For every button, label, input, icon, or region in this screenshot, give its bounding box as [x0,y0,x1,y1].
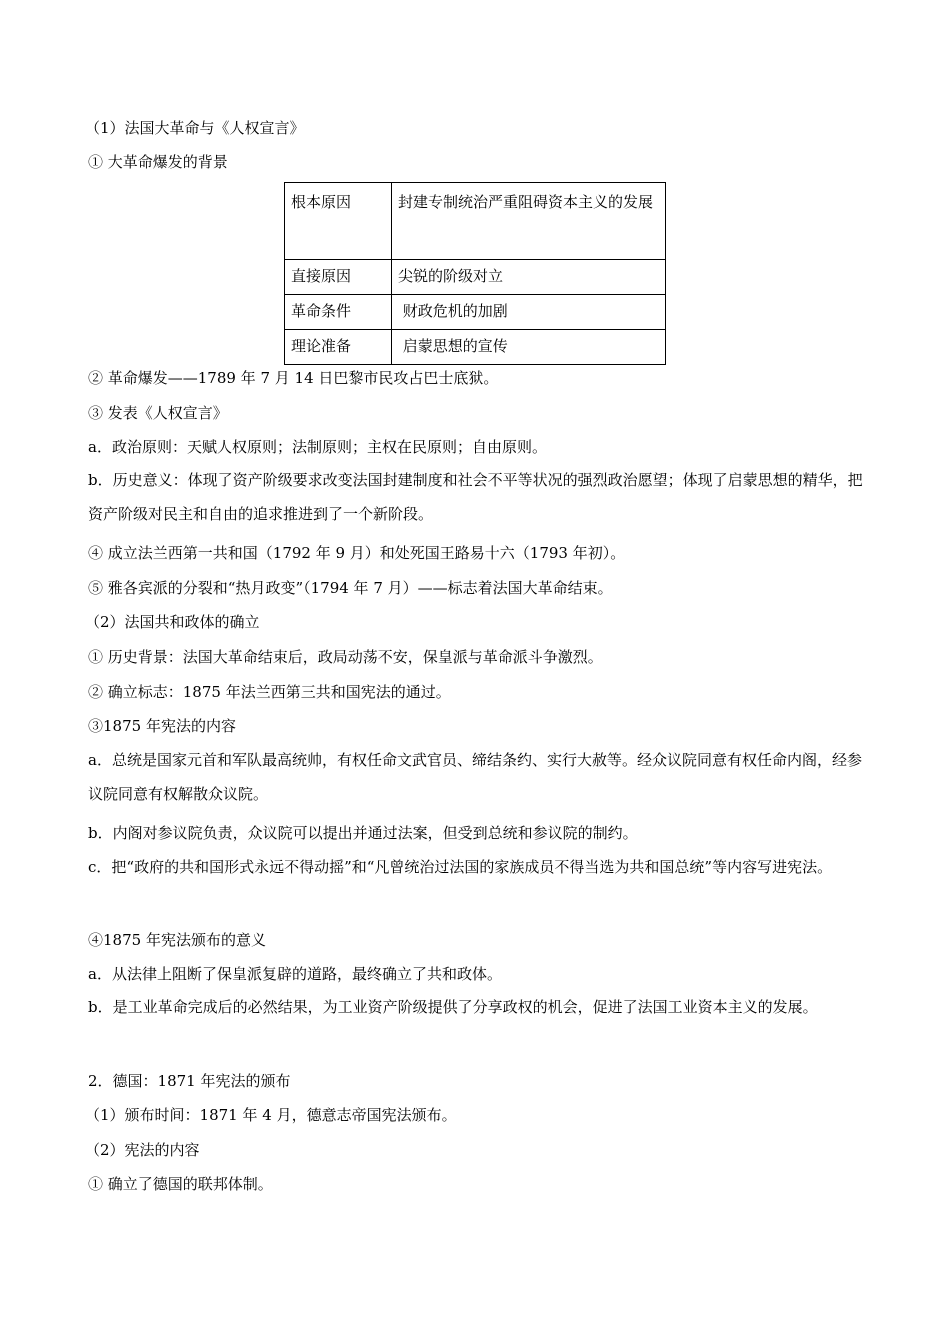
section-heading-republic: （2）法国共和政体的确立 [85,613,260,631]
republic-background: ① 历史背景：法国大革命结束后，政局动荡不安，保皇派与革命派斗争激烈。 [88,648,603,666]
germany-federal-system: ① 确立了德国的联邦体制。 [88,1175,273,1193]
significance-b: b．是工业革命完成后的必然结果，为工业资产阶级提供了分享政权的机会，促进了法国工业资本主义的发展。 [88,998,818,1016]
item-outbreak: ② 革命爆发——1789 年 7 月 14 日巴黎市民攻占巴士底狱。 [88,369,499,387]
declaration-principles: a．政治原则：天赋人权原则；法制原则；主权在民原则；自由原则。 [88,438,547,456]
significance-a: a．从法律上阻断了保皇派复辟的道路，最终确立了共和政体。 [88,965,502,983]
background-table [284,182,666,365]
table-key: 革命条件 [285,295,392,330]
item-declaration: ③ 发表《人权宣言》 [88,404,228,422]
table-value: 启蒙思想的宣传 [392,330,666,365]
section-heading-france-revolution: （1）法国大革命与《人权宣言》 [85,119,305,137]
declaration-significance: b．历史意义：体现了资产阶级要求改变法国封建制度和社会不平等状况的强烈政治愿望；体现了启蒙思想的精华，把资产阶级对民主和自由的追求推进到了一个新阶段。 [88,471,863,523]
table-key: 理论准备 [285,330,392,365]
table-key: 直接原因 [285,260,392,295]
table-value: 财政危机的加剧 [392,295,666,330]
constitution-content-title: ③1875 年宪法的内容 [88,717,236,735]
table-row [285,260,666,295]
table-value: 封建专制统治严重阻碍资本主义的发展 [392,183,666,260]
table-value: 尖锐的阶级对立 [392,260,666,295]
item-first-republic: ④ 成立法兰西第一共和国（1792 年 9 月）和处死国王路易十六（1793 年初）。 [88,544,626,562]
table-row [285,295,666,330]
item-revolution-background: ① 大革命爆发的背景 [88,153,228,171]
constitution-significance-title: ④1875 年宪法颁布的意义 [88,931,266,949]
table-row [285,330,666,365]
table-key: 根本原因 [285,183,392,260]
constitution-content-c: c．把“政府的共和国形式永远不得动摇”和“凡曾统治过法国的家族成员不得当选为共和国总统”等内容写进宪法。 [88,858,833,876]
constitution-content-a: a．总统是国家元首和军队最高统帅，有权任命文武官员、缔结条约、实行大赦等。经众议院同意有权任命内阁，经参议院同意有权解散众议院。 [88,751,862,803]
germany-content-title: （2）宪法的内容 [85,1141,200,1159]
republic-mark: ② 确立标志：1875 年法兰西第三共和国宪法的通过。 [88,683,451,701]
item-jacobin-split: ⑤ 雅各宾派的分裂和“热月政变”（1794 年 7 月）——标志着法国大革命结束。 [88,579,613,597]
table-row [285,183,666,260]
germany-issue-time: （1）颁布时间：1871 年 4 月，德意志帝国宪法颁布。 [85,1106,457,1124]
constitution-content-b: b．内阁对参议院负责，众议院可以提出并通过法案，但受到总统和参议院的制约。 [88,824,638,842]
section-heading-germany: 2．德国：1871 年宪法的颁布 [88,1072,291,1090]
